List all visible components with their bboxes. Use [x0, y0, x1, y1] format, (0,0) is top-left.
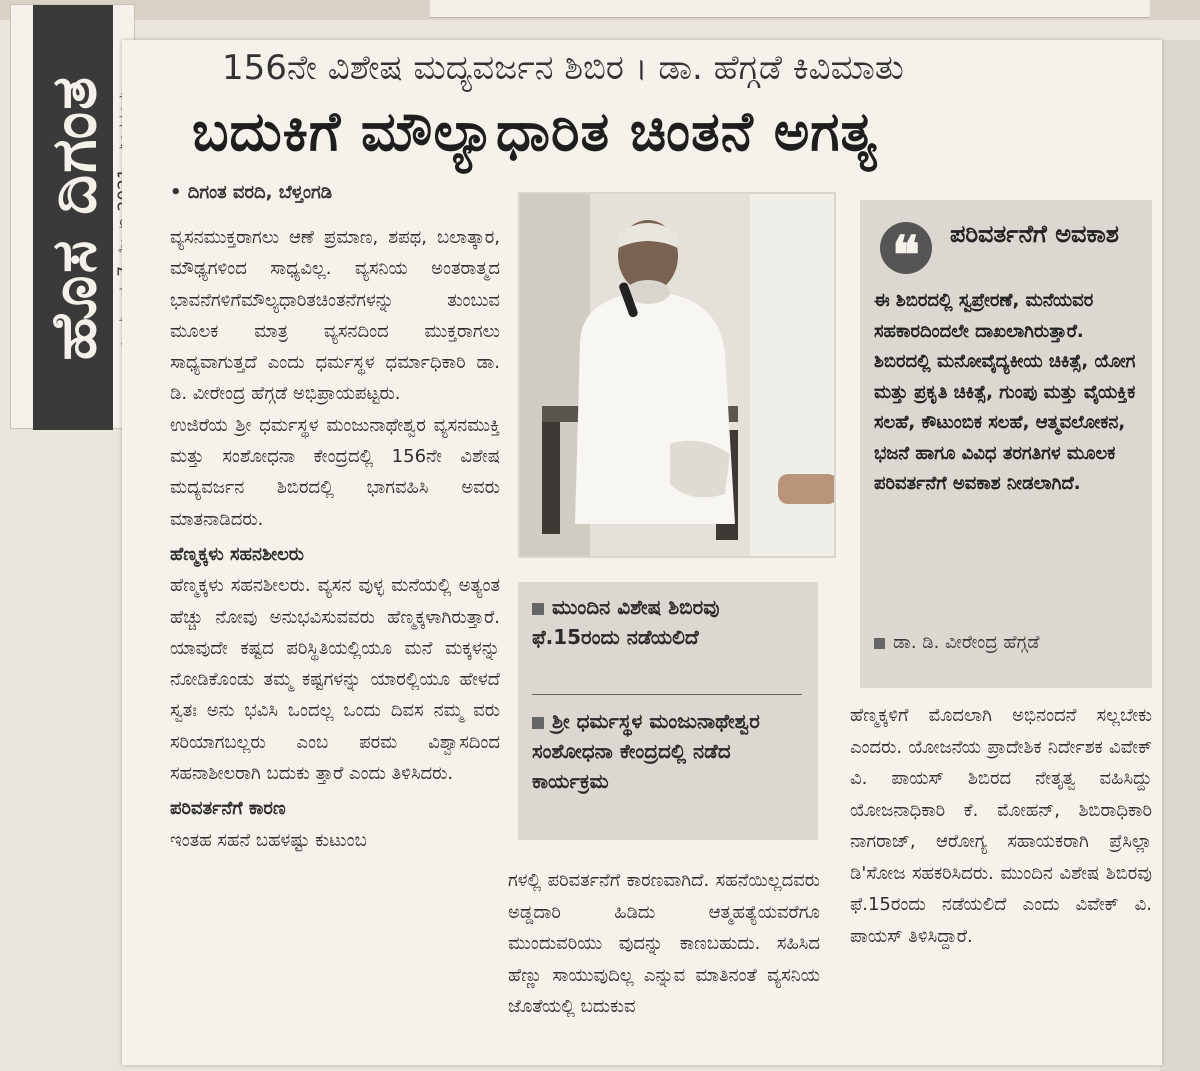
subheading-1: ಹೆಣ್ಮಕ್ಕಳು ಸಹನಶೀಲರು	[170, 543, 304, 565]
speaker-photo-illustration	[520, 194, 836, 558]
quote-box	[860, 200, 1152, 688]
newspaper-logo	[33, 5, 113, 430]
torn-paper-strip	[430, 0, 1150, 18]
attribution-text: ಡಾ. ಡಿ. ವೀರೇಂದ್ರ ಹೆಗ್ಗಡೆ	[893, 632, 1040, 653]
paragraph-2: ಉಜಿರೆಯ ಶ್ರೀ ಧರ್ಮಸ್ಥಳ ಮಂಜುನಾಥೇಶ್ವರ ವ್ಯಸನಮುಕ್ತಿ ಮತ್ತು ಸಂಶೋಧನಾ ಕೇಂದ್ರದಲ್ಲಿ 156ನೇ ವಿಶೇಷ ಮದ್ಯವರ್ಜನ ಶಿಬಿರದಲ್ಲಿ ಭಾಗವಹಿಸಿ ಅವರು ಮಾತನಾಡಿದರು.	[170, 414, 500, 530]
highlight-item	[532, 706, 812, 796]
highlights-box	[518, 582, 818, 840]
bullet-square-icon	[532, 717, 544, 729]
paragraph-3: ಹೆಣ್ಮಕ್ಕಳು ಸಹನಶೀಲರು. ವ್ಯಸನ ವುಳ್ಳ ಮನೆಯಲ್ಲಿ ಅತ್ಯಂತ ಹೆಚ್ಚು ನೋವು ಅನುಭವಿಸುವವರು ಹೆಣ್ಮಕ್ಕಳಾಗಿರುತ್ತಾರೆ. ಯಾವುದೇ ಕಷ್ಟದ ಪರಿಸ್ಥಿತಿಯಲ್ಲಿಯೂ ಮನೆ ಮಕ್ಕಳನ್ನು ನೋಡಿಕೊಂಡು ತಮ್ಮ ಕಷ್ಟಗಳನ್ನು ಯಾರಲ್ಲಿಯೂ ಹೇಳದೆ ಸ್ವತಃ ಅನು ಭವಿಸಿ ಒಂದಲ್ಲ ಒಂದು ದಿವಸ ನಮ್ಮ ವರು ಸರಿಯಾಗಬಲ್ಲರು ಎಂಬ ಪರಮ ವಿಶ್ವಾಸದಿಂದ ಸಹನಾಶೀಲರಾಗಿ ಬದುಕು ತ್ತಾರೆ ಎಂದು ತಿಳಿಸಿದರು.	[170, 575, 500, 785]
paragraph-1: ವ್ಯಸನಮುಕ್ತರಾಗಲು ಆಣೆ ಪ್ರಮಾಣ, ಶಪಥ, ಬಲಾತ್ಕಾರ, ಮೌಢ್ಯಗಳಿಂದ ಸಾಧ್ಯವಿಲ್ಲ. ವ್ಯಸನಿಯ ಅಂತರಾತ್ಮದ ಭಾವನೆಗಳಿಗೆಮೌಲ್ಯಧಾರಿತಚಿಂತನೆಗಳನ್ನು ತುಂಬುವ ಮೂಲಕ ಮಾತ್ರ ವ್ಯಸನದಿಂದ ಮುಕ್ತರಾಗಲು ಸಾಧ್ಯವಾಗುತ್ತದೆ ಎಂದು ಧರ್ಮಸ್ಥಳ ಧರ್ಮಾಧಿಕಾರಿ ಡಾ. ಡಿ. ವೀರೇಂದ್ರ ಹೆಗ್ಗಡೆ ಅಭಿಪ್ರಾಯಪಟ್ಟರು.	[170, 227, 500, 405]
logo-text: ಹೊಸ ದಿಗಂತ	[36, 74, 110, 361]
bullet-square-icon	[532, 603, 544, 615]
news-clipping	[122, 40, 1162, 1065]
article-headline: ಬದುಕಿಗೆ ಮೌಲ್ಯಾಧಾರಿತ ಚಿಂತನೆ ಅಗತ್ಯ	[192, 100, 878, 163]
article-column-1	[170, 222, 500, 856]
article-kicker: 156ನೇ ವಿಶೇಷ ಮದ್ಯವರ್ಜನ ಶಿಬಿರ । ಡಾ. ಹೆಗ್ಗಡೆ ಕಿವಿಮಾತು	[222, 48, 904, 88]
article-photo	[518, 192, 836, 558]
quote-body: ಈ ಶಿಬಿರದಲ್ಲಿ ಸ್ವಪ್ರೇರಣೆ, ಮನೆಯವರ ಸಹಕಾರದಿಂದಲೇ ದಾಖಲಾಗಿರುತ್ತಾರೆ. ಶಿಬಿರದಲ್ಲಿ ಮನೋವೈದ್ಯಕೀಯ ಚಿಕಿತ್ಸೆ, ಯೋಗ ಮತ್ತು ಪ್ರಕೃತಿ ಚಿಕಿತ್ಸೆ, ಗುಂಪು ಮತ್ತು ವೈಯಕ್ತಿಕ ಸಲಹೆ, ಕೌಟುಂಬಿಕ ಸಲಹೆ, ಆತ್ಮವಲೋಕನ, ಭಜನೆ ಹಾಗೂ ವಿವಿಧ ತರಗತಿಗಳ ಮೂಲಕ ಪರಿವರ್ತನೆಗೆ ಅವಕಾಶ ನೀಡಲಾಗಿದೆ.	[874, 290, 1136, 494]
highlight-text-1: ಮುಂದಿನ ವಿಶೇಷ ಶಿಬಿರವು ಫೆ.15ರಂದು ನಡೆಯಲಿದೆ	[532, 595, 720, 649]
quote-title: ಪರಿವರ್ತನೆಗೆ ಅವಕಾಶ	[950, 220, 1119, 248]
highlight-item	[532, 592, 812, 652]
highlight-text-2: ಶ್ರೀ ಧರ್ಮಸ್ಥಳ ಮಂಜುನಾಥೇಶ್ವರ ಸಂಶೋಧನಾ ಕೇಂದ್ರದಲ್ಲಿ ನಡೆದ ಕಾರ್ಯಕ್ರಮ	[532, 709, 760, 793]
quote-icon: ❝	[880, 222, 932, 274]
bullet-square-icon	[874, 638, 885, 649]
subheading-2: ಪರಿವರ್ತನೆಗೆ ಕಾರಣ	[170, 798, 286, 820]
divider	[532, 694, 802, 695]
quote-attribution	[874, 632, 1144, 653]
article-column-2: ಗಳಲ್ಲಿ ಪರಿವರ್ತನೆಗೆ ಕಾರಣವಾಗಿದೆ. ಸಹನೆಯಿಲ್ಲದವರು ಅಡ್ಡದಾರಿ ಹಿಡಿದು ಆತ್ಮಹತ್ಯೆಯವರೆಗೂ ಮುಂದುವರಿಯು ವುದನ್ನು ಕಾಣಬಹುದು. ಸಹಿಸಿದ ಹೆಣ್ಣು ಸಾಯುವುದಿಲ್ಲ ಎನ್ನುವ ಮಾತಿನಂತೆ ವ್ಯಸನಿಯ ಜೊತೆಯಲ್ಲಿ ಬದುಕುವ	[508, 870, 820, 1017]
article-byline: • ದಿಗಂತ ವರದಿ, ಬೆಳ್ತಂಗಡಿ	[170, 182, 333, 203]
paragraph-4: ಇಂತಹ ಸಹನೆ ಬಹಳಷ್ಟು ಕುಟುಂಬ	[170, 829, 367, 851]
article-column-3: ಹೆಣ್ಮಕ್ಕಳಿಗೆ ಮೊದಲಾಗಿ ಅಭಿನಂದನೆ ಸಲ್ಲಬೇಕು ಎಂದರು. ಯೋಜನೆಯ ಪ್ರಾದೇಶಿಕ ನಿರ್ದೇಶಕ ವಿವೇಕ್ ವಿ. ಪಾಯಸ್ ಶಿಬಿರದ ನೇತೃತ್ವ ವಹಿಸಿದ್ದು ಯೋಜನಾಧಿಕಾರಿ ಕೆ. ಮೋಹನ್, ಶಿಬಿರಾಧಿಕಾರಿ ನಾಗರಾಜ್, ಆರೋಗ್ಯ ಸಹಾಯಕರಾಗಿ ಪ್ರೆಸಿಲ್ಲಾ ಡಿ'ಸೋಜ ಸಹಕರಿಸಿದರು. ಮುಂದಿನ ವಿಶೇಷ ಶಿಬಿರವು ಫೆ.15ರಂದು ನಡೆಯಲಿದೆ ಎಂದು ವಿವೇಕ್ ವಿ. ಪಾಯಸ್ ತಿಳಿಸಿದ್ದಾರೆ.	[850, 705, 1152, 947]
newspaper-masthead	[10, 4, 135, 429]
background-edge	[1160, 40, 1200, 1071]
